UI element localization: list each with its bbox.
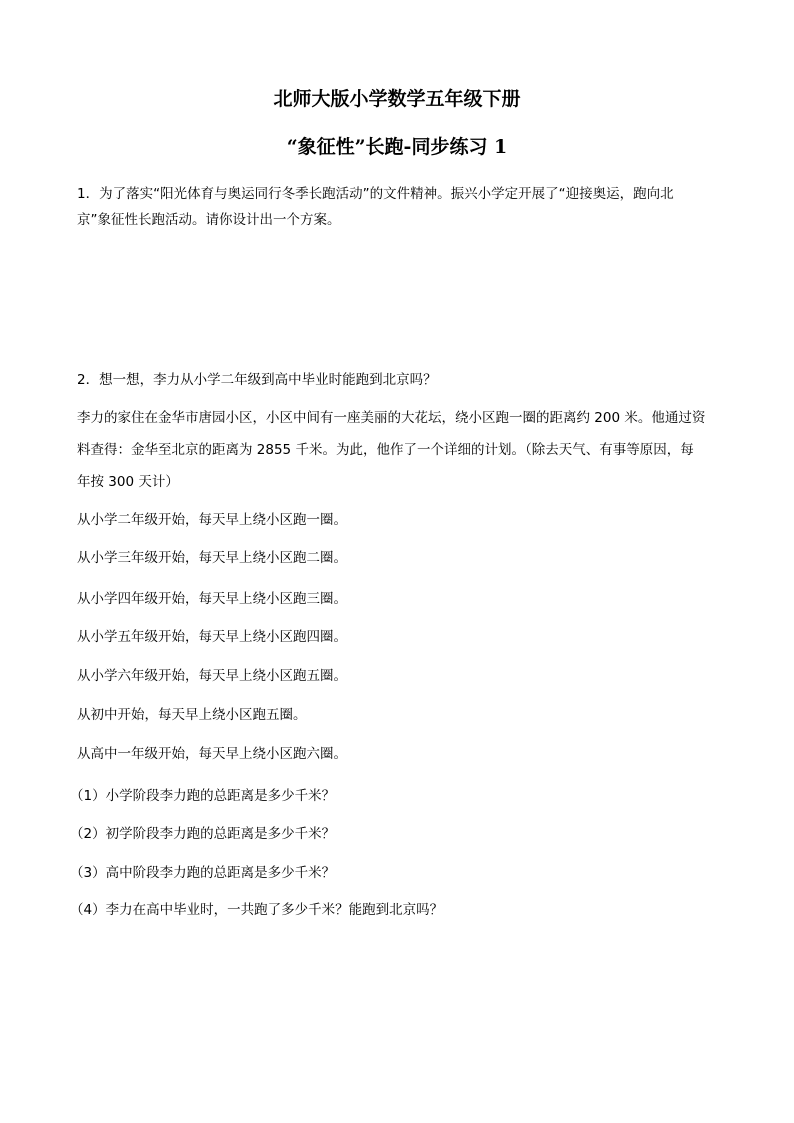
plan-line: 从小学六年级开始，每天早上绕小区跑五圈。 (77, 668, 347, 684)
plan-line: 从高中一年级开始，每天早上绕小区跑六圈。 (77, 746, 347, 762)
question-2-intro-line-3: 年按 300 天计） (77, 474, 179, 490)
question-1-line-2: 京”象征性长跑活动。请你设计出一个方案。 (77, 212, 341, 228)
document-subtitle: “象征性”长跑-同步练习 1 (286, 136, 508, 158)
question-2-intro-line-2: 料查得：金华至北京的距离为 2855 千米。为此，他作了一个详细的计划。（除去天气、有事等原因，每 (77, 442, 694, 458)
subquestion-3: （3）高中阶段李力跑的总距离是多少千米？ (70, 865, 336, 881)
subquestion-2: （2）初学阶段李力跑的总距离是多少千米？ (70, 826, 336, 842)
plan-line: 从小学五年级开始，每天早上绕小区跑四圈。 (77, 629, 347, 645)
subquestion-4: （4）李力在高中毕业时，一共跑了多少千米？能跑到北京吗？ (70, 902, 444, 918)
plan-line: 从小学二年级开始，每天早上绕小区跑一圈。 (77, 512, 347, 528)
question-2-intro-line-1: 李力的家住在金华市唐园小区，小区中间有一座美丽的大花坛，绕小区跑一圈的距离约 200 米。他通过资 (77, 410, 706, 426)
plan-line: 从初中开始，每天早上绕小区跑五圈。 (77, 707, 307, 723)
plan-line: 从小学四年级开始，每天早上绕小区跑三圈。 (77, 591, 347, 607)
question-2-prompt: 2．想一想，李力从小学二年级到高中毕业时能跑到北京吗？ (77, 372, 437, 388)
subquestion-1: （1）小学阶段李力跑的总距离是多少千米？ (70, 788, 336, 804)
question-1-line-1: 1．为了落实“阳光体育与奥运同行冬季长跑活动”的文件精神。振兴小学定开展了“迎接奥运，跑向北 (77, 186, 674, 202)
document-title: 北师大版小学数学五年级下册 (273, 88, 521, 110)
plan-line: 从小学三年级开始，每天早上绕小区跑二圈。 (77, 550, 347, 566)
